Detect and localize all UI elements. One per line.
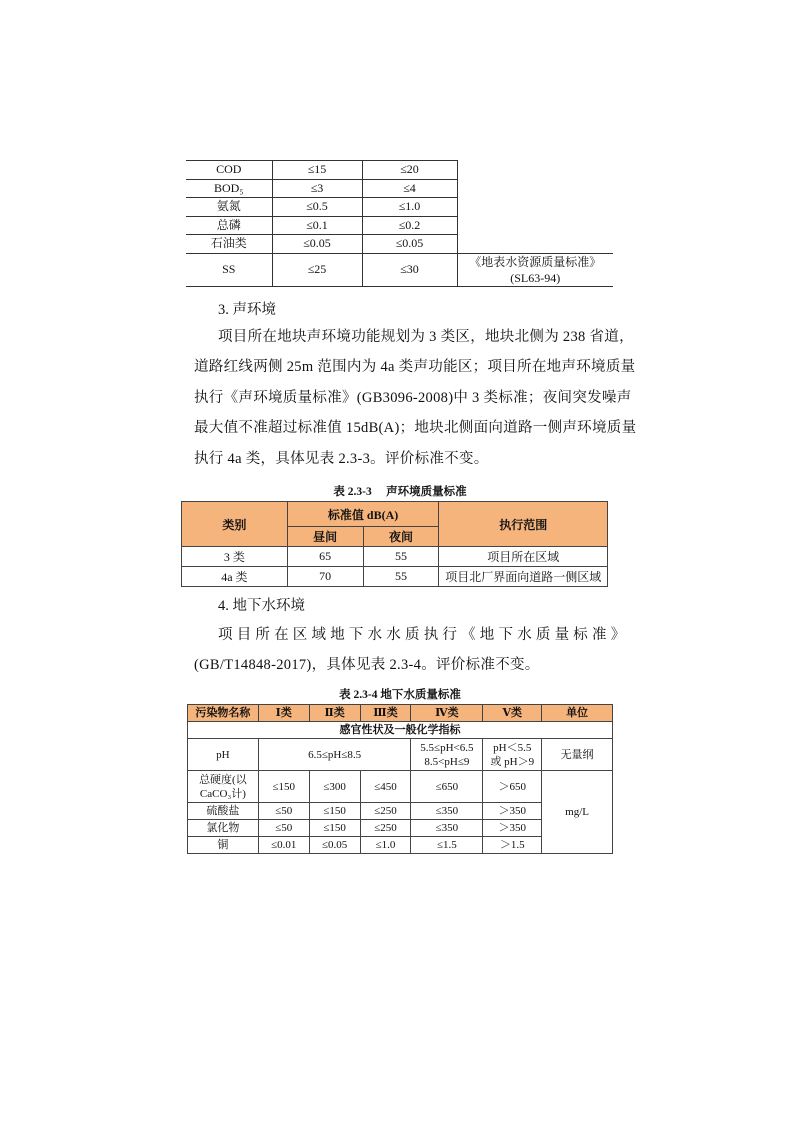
table-row — [182, 547, 608, 567]
class-i-value: ≤50 — [258, 803, 309, 820]
class-iii-value: ≤0.5 — [272, 198, 362, 217]
standard-cell-empty — [457, 161, 613, 254]
class-iv-value: ≤30 — [362, 253, 457, 286]
header-class-iii: Ⅲ类 — [360, 705, 411, 722]
paragraph-line: (GB/T14848-2017)，具体见表 2.3-4。评价标准不变。 — [194, 657, 540, 673]
class-i-value: ≤150 — [258, 771, 309, 803]
class-iii-value: ≤3 — [272, 179, 362, 198]
standard-code: (SL63-94) — [510, 270, 561, 285]
pollutant-name — [188, 771, 259, 803]
noise-standard-table — [181, 501, 608, 587]
table-caption: 表 2.3-3 声环境质量标准 — [333, 486, 467, 498]
section-row — [188, 722, 613, 739]
section-heading: 4. 地下水环境 — [218, 598, 305, 614]
table-caption: 表 2.3-4 地下水质量标准 — [339, 689, 461, 701]
header-day: 昼间 — [287, 527, 363, 547]
unit-cell: mg/L — [542, 771, 613, 854]
header-standard: 标准值 dB(A) — [287, 502, 439, 527]
section-heading: 3. 声环境 — [218, 302, 276, 318]
ph-class-v-line: 或 pH＞9 — [490, 755, 535, 768]
table-header-row — [188, 705, 613, 722]
category-cell: 3 类 — [182, 547, 288, 567]
paragraph-line: 最大值不准超过标准值 15dB(A)；地块北侧面向道路一侧声环境质量 — [194, 420, 637, 436]
pollutant-name: BOD₅ — [186, 179, 272, 198]
pollutant-name: 硫酸盐 — [188, 803, 259, 820]
header-unit: 单位 — [542, 705, 613, 722]
class-iv-value: ≤20 — [362, 161, 457, 180]
ph-class-iv-line: 5.5≤pH<6.5 — [420, 741, 474, 754]
header-class-v: Ⅴ类 — [483, 705, 542, 722]
table-row — [182, 567, 608, 587]
pollutant-name: 石油类 — [186, 235, 272, 254]
class-iii-value: ≤0.05 — [272, 235, 362, 254]
class-iv-value: ≤350 — [411, 820, 483, 837]
scope-cell: 项目北厂界面向道路一侧区域 — [439, 567, 608, 587]
class-v-value: ＞350 — [483, 803, 542, 820]
class-iv-value: ≤0.05 — [362, 235, 457, 254]
pollutant-name: 铜 — [188, 837, 259, 854]
class-iii-value: ≤1.0 — [360, 837, 411, 854]
ph-range: 6.5≤pH≤8.5 — [258, 739, 411, 771]
paragraph-line: 道路红线两侧 25m 范围内为 4a 类声功能区；项目所在地声环境质量 — [194, 359, 636, 375]
night-value: 55 — [363, 567, 439, 587]
header-class-i: Ⅰ类 — [258, 705, 309, 722]
paragraph-line: 项目所在区域地下水水质执行《地下水质量标准》 — [218, 627, 630, 643]
table-header-row — [182, 502, 608, 527]
class-iv-value: ≤4 — [362, 179, 457, 198]
unit-cell: 无量纲 — [542, 739, 613, 771]
category-cell: 4a 类 — [182, 567, 288, 587]
groundwater-table — [187, 704, 613, 854]
pollutant-name: 总磷 — [186, 216, 272, 235]
class-iii-value: ≤0.1 — [272, 216, 362, 235]
class-iii-value: ≤250 — [360, 803, 411, 820]
surface-water-table — [186, 160, 613, 287]
day-value: 65 — [287, 547, 363, 567]
pollutant-name-line: CaCO₃计) — [199, 787, 246, 800]
header-scope: 执行范围 — [439, 502, 608, 547]
class-i-value: ≤50 — [258, 820, 309, 837]
ph-class-iv — [411, 739, 483, 771]
paragraph-line: 执行 4a 类，具体见表 2.3-3。评价标准不变。 — [194, 451, 489, 467]
table-row — [188, 771, 613, 803]
class-i-value: ≤0.01 — [258, 837, 309, 854]
class-ii-value: ≤150 — [309, 820, 360, 837]
table-row — [188, 739, 613, 771]
class-v-value: ＞350 — [483, 820, 542, 837]
class-iii-value: ≤450 — [360, 771, 411, 803]
class-iv-value: ≤350 — [411, 803, 483, 820]
header-class-iv: Ⅳ类 — [411, 705, 483, 722]
ph-class-v-line: pH＜5.5 — [493, 741, 532, 754]
class-v-value: ＞1.5 — [483, 837, 542, 854]
ph-class-v — [483, 739, 542, 771]
header-category: 类别 — [182, 502, 288, 547]
scope-cell: 项目所在区域 — [439, 547, 608, 567]
class-iii-value: ≤25 — [272, 253, 362, 286]
class-iv-value: ≤1.0 — [362, 198, 457, 217]
class-iv-value: ≤0.2 — [362, 216, 457, 235]
class-ii-value: ≤300 — [309, 771, 360, 803]
pollutant-name: 氨氮 — [186, 198, 272, 217]
standard-name: 《地表水资源质量标准》 — [469, 254, 602, 269]
paragraph-line: 项目所在地块声环境功能规划为 3 类区，地块北侧为 238 省道， — [218, 329, 634, 345]
section-title: 感官性状及一般化学指标 — [188, 722, 613, 739]
header-pollutant: 污染物名称 — [188, 705, 259, 722]
table-row — [186, 253, 613, 286]
ph-class-iv-line: 8.5<pH≤9 — [424, 755, 470, 768]
pollutant-name: 氯化物 — [188, 820, 259, 837]
pollutant-name: SS — [186, 253, 272, 286]
class-iv-value: ≤650 — [411, 771, 483, 803]
pollutant-name: COD — [186, 161, 272, 180]
class-iv-value: ≤1.5 — [411, 837, 483, 854]
day-value: 70 — [287, 567, 363, 587]
paragraph-line: 执行《声环境质量标准》(GB3096-2008)中 3 类标准；夜间突发噪声 — [194, 390, 632, 406]
table-row — [186, 161, 613, 180]
header-class-ii: Ⅱ类 — [309, 705, 360, 722]
night-value: 55 — [363, 547, 439, 567]
class-iii-value: ≤250 — [360, 820, 411, 837]
class-ii-value: ≤150 — [309, 803, 360, 820]
class-v-value: ＞650 — [483, 771, 542, 803]
standard-cell — [457, 253, 613, 286]
header-night: 夜间 — [363, 527, 439, 547]
pollutant-name: pH — [188, 739, 259, 771]
pollutant-name-line: 总硬度(以 — [199, 773, 247, 786]
class-ii-value: ≤0.05 — [309, 837, 360, 854]
class-iii-value: ≤15 — [272, 161, 362, 180]
